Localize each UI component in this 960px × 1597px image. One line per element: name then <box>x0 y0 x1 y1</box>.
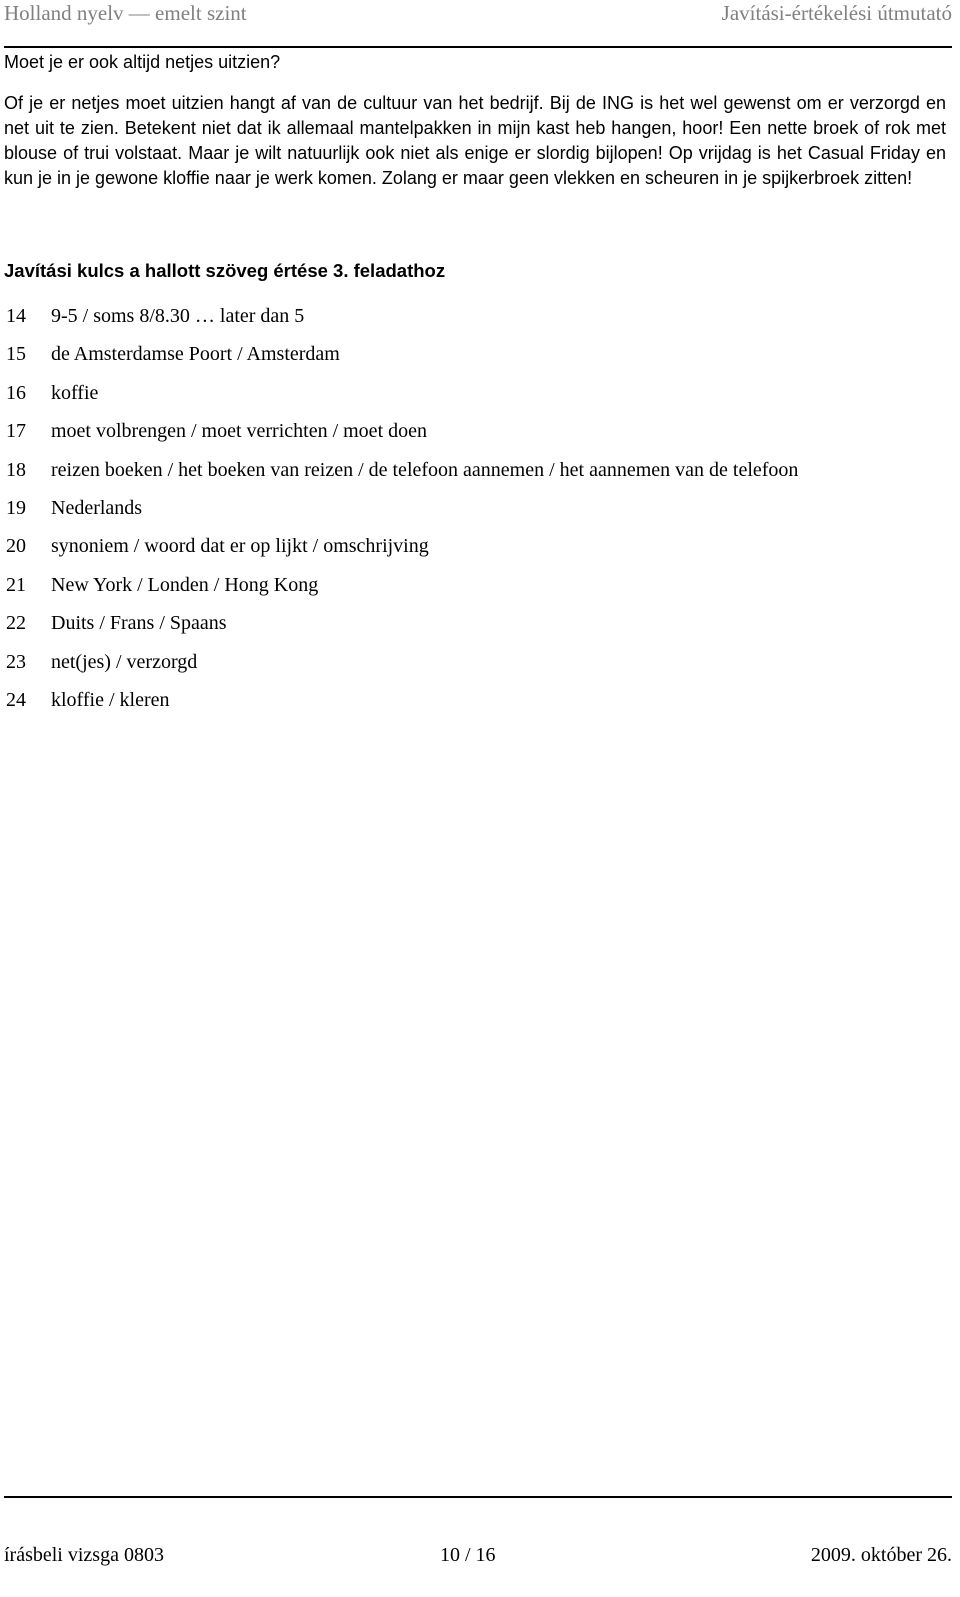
answer-key-number: 17 <box>6 420 26 443</box>
answer-key-text: reizen boeken / het boeken van reizen / de telefoon aannemen / het aannemen van de telefoon <box>51 458 799 481</box>
exam-date: 2009. október 26. <box>810 1544 952 1566</box>
footer-divider <box>4 1496 952 1498</box>
interview-answer: Of je er netjes moet uitzien hangt af van de cultuur van het bedrijf. Bij de ING is het wel gewenst om er verzorgd en net uit te zien. Betekent niet dat ik allemaal mantelpakken in mijn kast heb hangen, hoor! Een nette broek of rok met blouse of trui volstaat. Maar je wilt natuurlijk ook niet als enige er slordig bijlopen! Op vrijdag is het Casual Friday en kun je in je gewone kloffie naar je werk komen. Zolang er maar geen vlekken en scheuren in je spijkerbroek zitten! <box>4 93 946 188</box>
exam-code: írásbeli vizsga 0803 <box>4 1544 164 1566</box>
answer-key-text: New York / Londen / Hong Kong <box>51 573 319 596</box>
answer-key-number: 23 <box>6 650 26 673</box>
answer-key-text: 9-5 / soms 8/8.30 … later dan 5 <box>51 305 305 327</box>
answer-key-item <box>4 609 952 647</box>
answer-key-item <box>4 571 952 609</box>
answer-key-number: 19 <box>6 496 26 519</box>
answer-key-list <box>4 302 952 724</box>
header-subject: Holland nyelv — emelt szint <box>4 1 247 25</box>
interview-question: Moet je er ook altijd netjes uitzien? <box>4 52 281 72</box>
answer-key-text: de Amsterdamse Poort / Amsterdam <box>51 343 340 366</box>
answer-key-text: kloffie / kleren <box>51 688 170 711</box>
answer-key-item <box>4 417 952 455</box>
answer-key-text: synoniem / woord dat er op lijkt / omschrijving <box>51 535 429 558</box>
page-footer <box>0 1541 952 1569</box>
answer-key-item <box>4 648 952 686</box>
answer-key-item <box>4 340 952 378</box>
answer-key-item <box>4 494 952 532</box>
answer-key-item <box>4 532 952 570</box>
header-document-type: Javítási-értékelési útmutató <box>721 1 952 25</box>
page-header <box>0 0 952 26</box>
answer-key-item <box>4 379 952 417</box>
answer-key-number: 14 <box>6 305 26 327</box>
answer-key-text: moet volbrengen / moet verrichten / moet doen <box>51 420 427 443</box>
answer-key-text: Duits / Frans / Spaans <box>51 612 227 635</box>
answer-key-item <box>4 456 952 494</box>
answer-key-text: Nederlands <box>51 496 143 519</box>
answer-key-item <box>4 686 952 724</box>
answer-key-number: 20 <box>6 535 26 558</box>
answer-key-text: koffie <box>51 381 99 404</box>
answer-key-title: Javítási kulcs a hallott szöveg értése 3. feladathoz <box>4 260 446 281</box>
header-divider <box>4 46 952 48</box>
answer-key-text: net(jes) / verzorgd <box>51 650 198 673</box>
answer-key-item <box>4 302 952 340</box>
answer-key-number: 22 <box>6 612 26 635</box>
answer-key-number: 18 <box>6 458 26 481</box>
answer-key-number: 16 <box>6 381 26 404</box>
answer-key-number: 21 <box>6 573 26 596</box>
answer-key-number: 15 <box>6 343 26 366</box>
answer-key-number: 24 <box>6 688 26 711</box>
page-number: 10 / 16 <box>440 1544 496 1566</box>
